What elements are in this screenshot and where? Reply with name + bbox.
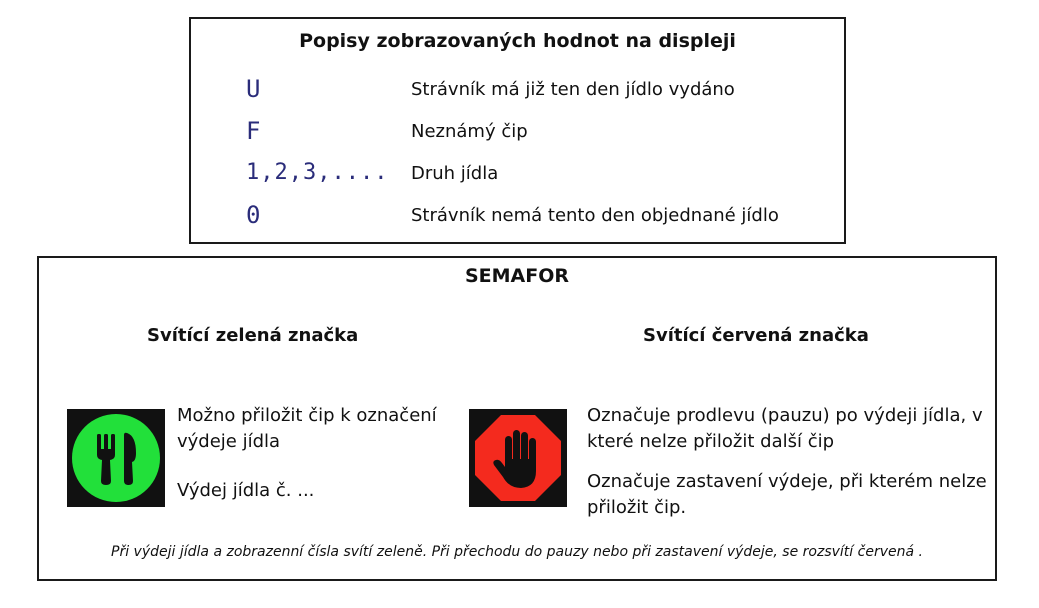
- display-description: Neznámý čip: [411, 121, 528, 142]
- display-row-zero: [191, 201, 844, 241]
- red-sign-heading: Svítící červená značka: [643, 325, 869, 346]
- display-description: Druh jídla: [411, 163, 499, 184]
- fork-knife-icon: [67, 409, 165, 507]
- green-sign-meal-text: Výdej jídla č. ...: [177, 480, 315, 501]
- semafor-footnote: Při výdeji jídla a zobrazenní čísla svítí zeleně. Při přechodu do pauzy nebo při zastavení výdeje, se rozsvítí červená .: [111, 544, 923, 560]
- red-sign-pause-description: Označuje prodlevu (pauzu) po výdeji jídla, v které nelze přiložit další čip: [587, 405, 983, 452]
- display-row-numbers: [191, 159, 844, 199]
- display-code: F: [246, 117, 262, 145]
- display-row-f: [191, 117, 844, 157]
- stop-hand-icon: [469, 409, 567, 507]
- green-sign-description: Možno přiložit čip k označení výdeje jídla: [177, 405, 437, 452]
- green-sign-heading: Svítící zelená značka: [147, 325, 359, 346]
- display-description: Strávník má již ten den jídlo vydáno: [411, 79, 735, 100]
- display-description: Strávník nemá tento den objednané jídlo: [411, 205, 779, 226]
- red-sign-stop-description: Označuje zastavení výdeje, při kterém nelze přiložit čip.: [587, 471, 987, 518]
- display-code: 1,2,3,....: [246, 160, 389, 185]
- display-row-u: [191, 75, 844, 115]
- display-code: 0: [246, 201, 262, 229]
- display-title: Popisy zobrazovaných hodnot na displeji: [299, 30, 736, 52]
- semafor-title: SEMAFOR: [464, 265, 570, 287]
- display-values-box: [189, 17, 846, 244]
- display-code: U: [246, 75, 262, 103]
- semafor-box: [37, 256, 997, 581]
